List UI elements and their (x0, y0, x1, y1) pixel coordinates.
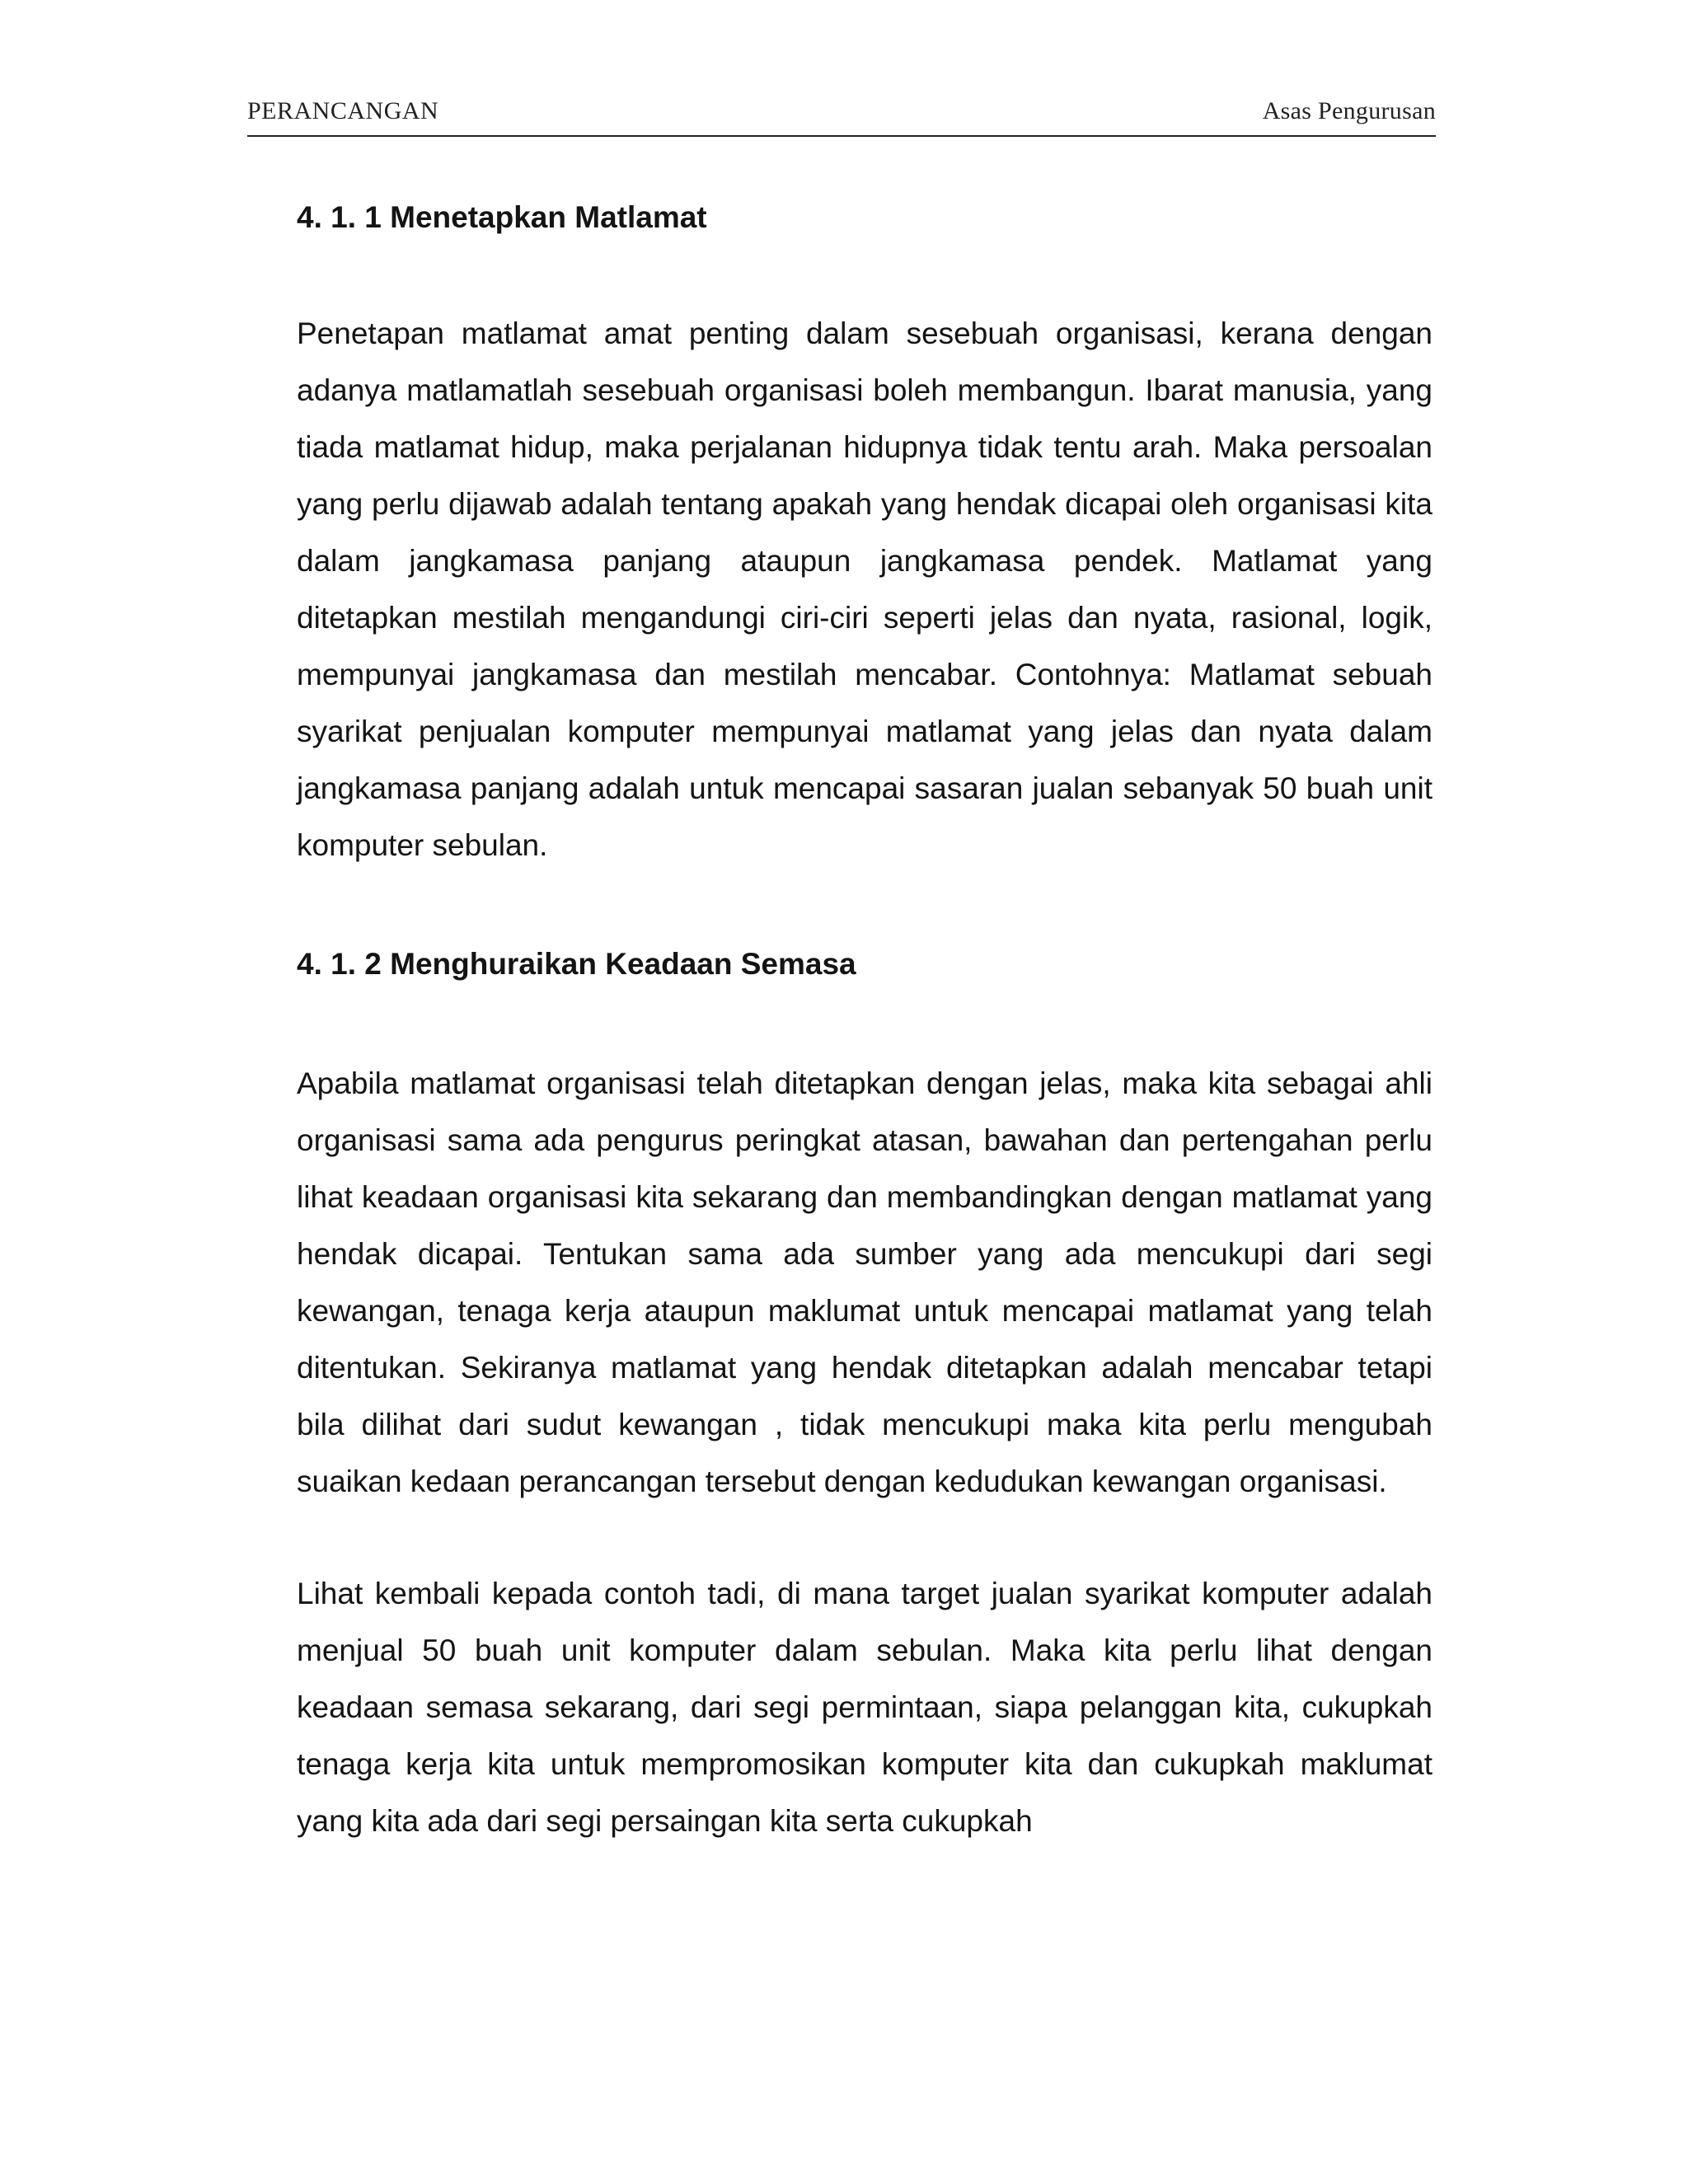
header-book-title: Asas Pengurusan (1262, 97, 1436, 124)
section-heading-menghuraikan-keadaan-semasa: 4. 1. 2 Menghuraikan Keadaan Semasa (297, 947, 856, 981)
running-header (247, 97, 1436, 137)
header-chapter-title: PERANCANGAN (247, 97, 439, 124)
section-paragraph: Lihat kembali kepada contoh tadi, di mana target jualan syarikat komputer adalah menjual 50 buah unit komputer dalam sebulan. Maka kita perlu lihat dengan keadaan semasa sekarang, dari segi permintaan, siapa pelanggan kita, cukupkah tenaga kerja kita untuk mempromosikan komputer kita dan cukupkah maklumat yang kita ada dari segi persaingan kita serta cukupkah (297, 1577, 1432, 1838)
section-paragraph: Apabila matlamat organisasi telah ditetapkan dengan jelas, maka kita sebagai ahli organisasi sama ada pengurus peringkat atasan, bawahan dan pertengahan perlu lihat keadaan organisasi kita sekarang dan membandingkan dengan matlamat yang hendak dicapai. Tentukan sama ada sumber yang ada mencukupi dari segi kewangan, tenaga kerja ataupun maklumat untuk mencapai matlamat yang telah ditentukan. Sekiranya matlamat yang hendak ditetapkan adalah mencabar tetapi bila dilihat dari sudut kewangan , tidak mencukupi maka kita perlu mengubah suaikan kedaan perancangan tersebut dengan kedudukan kewangan organisasi. (297, 1066, 1432, 1498)
section-paragraph: Penetapan matlamat amat penting dalam sesebuah organisasi, kerana dengan adanya matlamatlah sesebuah organisasi boleh membangun. Ibarat manusia, yang tiada matlamat hidup, maka perjalanan hidupnya tidak tentu arah. Maka persoalan yang perlu dijawab adalah tentang apakah yang hendak dicapai oleh organisasi kita dalam jangkamasa panjang ataupun jangkamasa pendek. Matlamat yang ditetapkan mestilah mengandungi ciri-ciri seperti jelas dan nyata, rasional, logik, mempunyai jangkamasa dan mestilah mencabar. Contohnya: Matlamat sebuah syarikat penjualan komputer mempunyai matlamat yang jelas dan nyata dalam jangkamasa panjang adalah untuk mencapai sasaran jualan sebanyak 50 buah unit komputer sebulan. (297, 316, 1432, 862)
page-body (297, 194, 1432, 1849)
section-heading-menetapkan-matlamat: 4. 1. 1 Menetapkan Matlamat (297, 200, 707, 234)
